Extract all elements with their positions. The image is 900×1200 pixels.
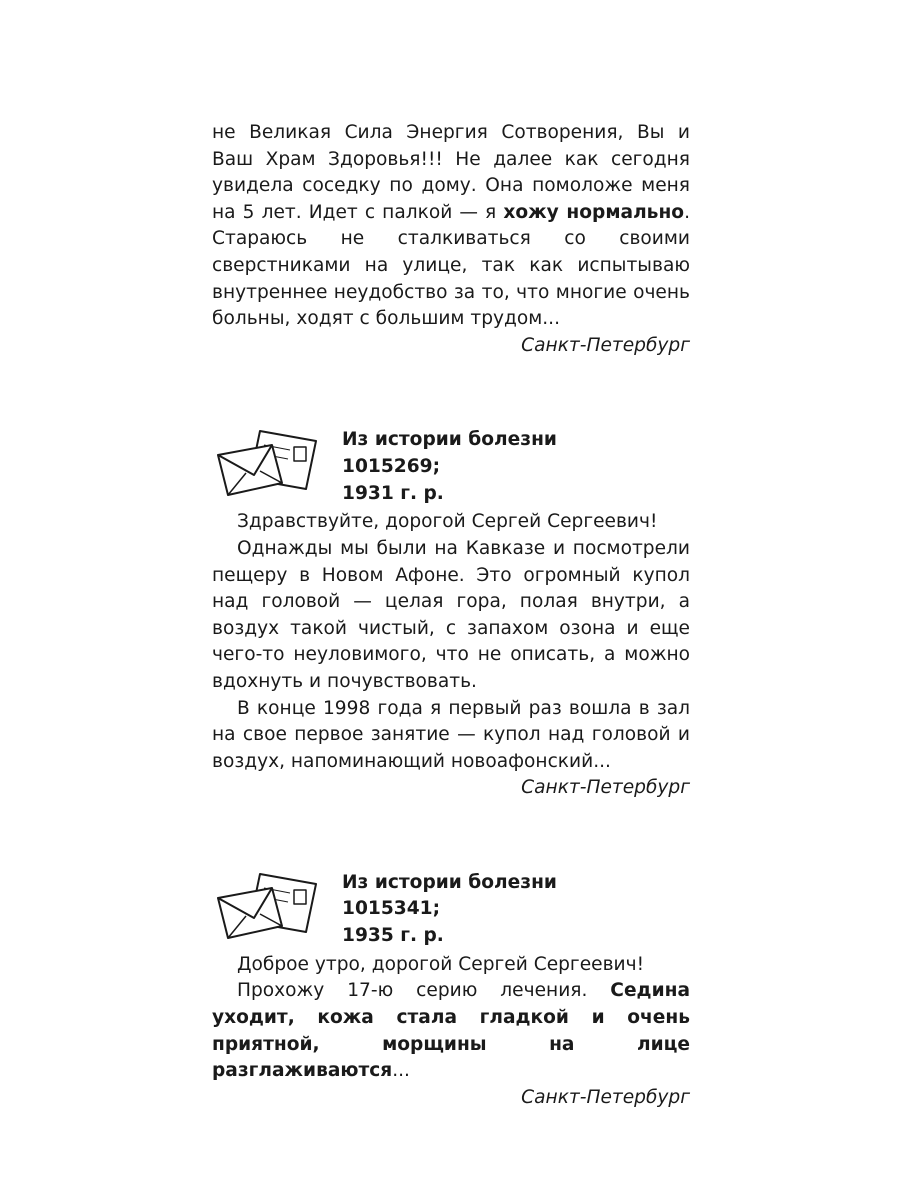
heading-birth-year: 1935 г. р. [342,925,444,947]
letter-heading [342,870,557,950]
intro-paragraph: не Великая Сила Энергия Сотворения, Вы и Ваш Храм Здоровья!!! Не далее как сегодня увидела соседку по дому. Она помоложе меня на 5 лет. Идет с палкой — я хожу нормально. Стараюсь не сталкиваться со своими сверстниками на улице, так как испытываю внутреннее неудобство за то, что многие очень больны, ходят с большим трудом... [212,122,690,330]
heading-case-number: 1015269; [342,455,440,477]
letter-heading [342,427,557,507]
letter-greeting: Здравствуйте, дорогой Сергей Сергеевич! [237,511,658,533]
envelope-and-postcard-icon [212,427,324,505]
heading-title: Из истории болезни [342,871,557,893]
letter-entry [212,870,690,1112]
letter-header [212,870,690,952]
heading-title: Из истории болезни [342,429,557,451]
intro-emphasis: хожу нормально [503,201,685,223]
letter-header [212,427,690,509]
letter-paragraph: В конце 1998 года я первый раз вошла в зал на свое первое занятие — купол над головой и воздух, напоминающий новоафонский... [212,697,690,772]
heading-case-number: 1015341; [342,898,440,920]
document-page [212,120,690,1111]
intro-city: Санкт-Петербург [521,334,690,356]
letter-greeting: Доброе утро, дорогой Сергей Сергеевич! [237,953,645,975]
letter-emphasis: Седина уходит, кожа стала гладкой и очень приятной, морщины на лице разглаживаются [212,980,690,1082]
letter-city: Санкт-Петербург [521,1086,690,1108]
intro-letter [212,120,690,359]
letter-paragraph: Прохожу 17-ю серию лечения. Седина уходит, кожа стала гладкой и очень приятной, морщины на лице разглаживаются... [212,980,690,1082]
letter-paragraph: Однажды мы были на Кавказе и посмотрели пещеру в Новом Афоне. Это огромный купол над головой — целая гора, полая внутри, а воздух такой чистый, с запахом озона и еще чего-то неуловимого, что не описать, а можно вдохнуть и почувствовать. [212,537,690,692]
heading-birth-year: 1931 г. р. [342,482,444,504]
letter-city: Санкт-Петербург [521,777,690,799]
envelope-and-postcard-icon [212,870,324,948]
letter-entry [212,427,690,802]
